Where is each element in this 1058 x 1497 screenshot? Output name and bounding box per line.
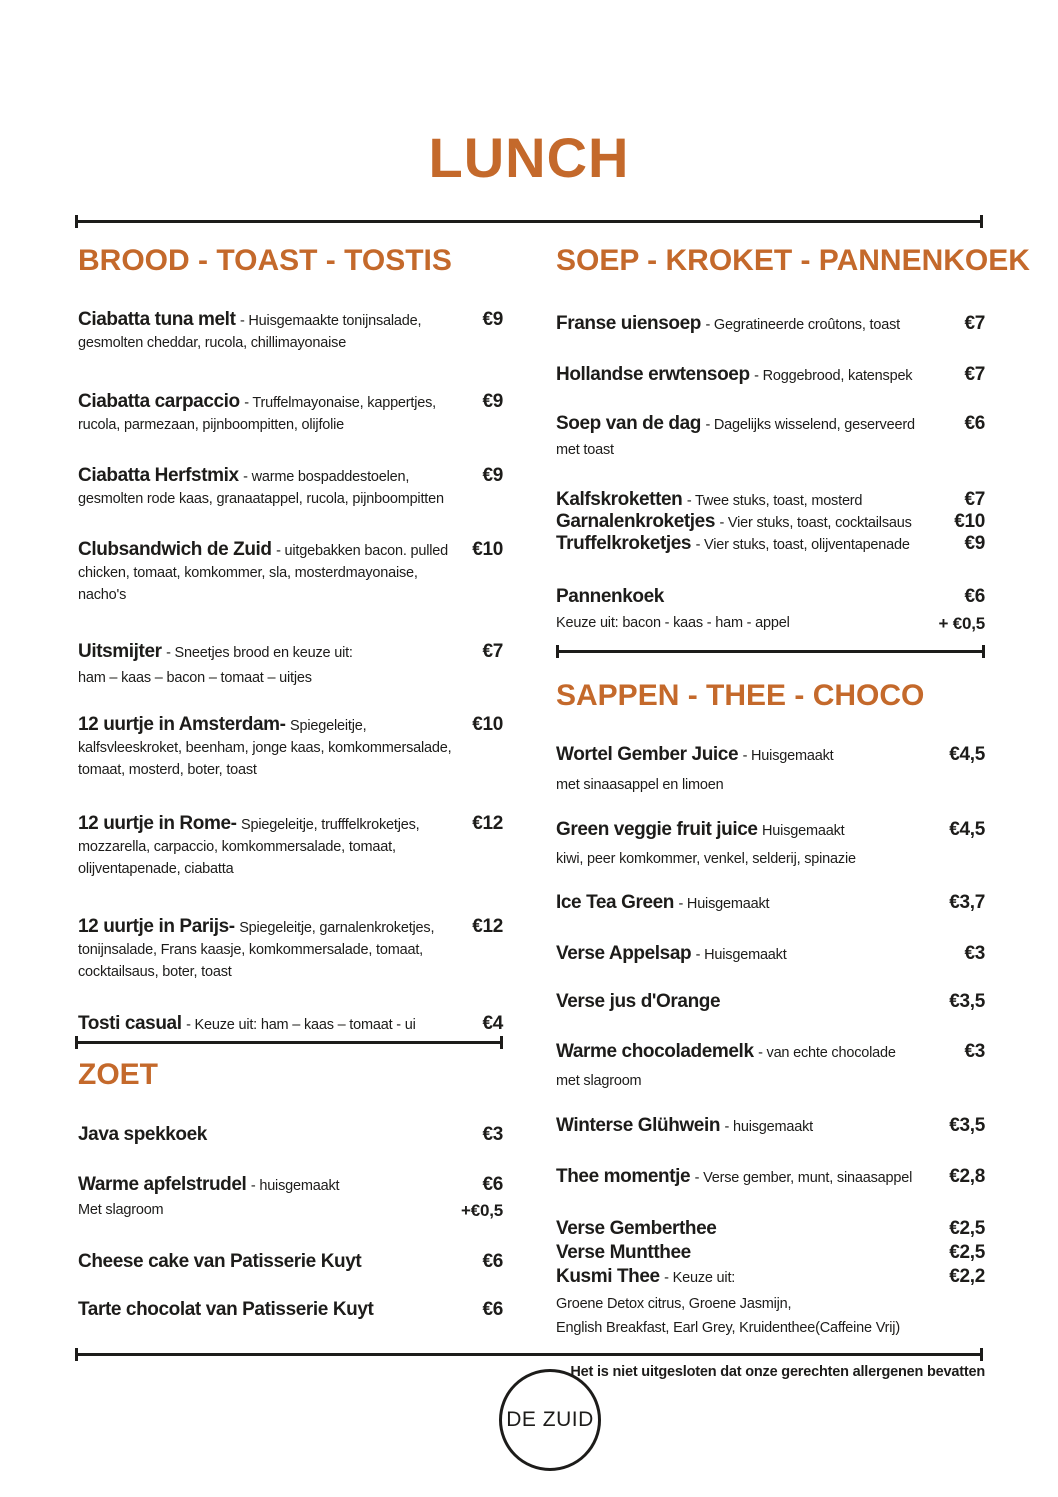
- item-text: [556, 533, 964, 556]
- item-name: Thee momentje: [556, 1166, 691, 1187]
- item-price: €12: [472, 916, 503, 937]
- item-name: Winterse Glühwein: [556, 1115, 721, 1136]
- item-name: Soep van de dag: [556, 413, 701, 434]
- item-name: Ciabatta Herfstmix: [78, 465, 239, 486]
- logo-text: DE ZUID: [506, 1408, 594, 1431]
- item-text: [78, 641, 482, 664]
- item-name: Pannenkoek: [556, 586, 664, 607]
- item-name: Hollandse erwtensoep: [556, 364, 750, 385]
- item-text: [556, 991, 949, 1013]
- item-name: Tosti casual: [78, 1013, 182, 1034]
- item-name: Warme apfelstrudel: [78, 1174, 247, 1195]
- item-name: Ciabatta tuna melt: [78, 309, 236, 330]
- item-verse-muntthee: [556, 1242, 985, 1264]
- item-price: €6: [964, 413, 985, 434]
- allergen-disclaimer: Het is niet uitgesloten dat onze gerechten allergenen bevatten: [570, 1364, 985, 1380]
- item-desc: Spiegeleitje, kalfsvleeskroket, beenham, jonge kaas, komkommersalade, tomaat, mosterd, boter, toast: [78, 718, 452, 778]
- item-name: Truffelkroketjes: [556, 533, 692, 554]
- item-price: €2,2: [949, 1266, 985, 1287]
- item-price: €3: [964, 943, 985, 964]
- item-text: [78, 1174, 482, 1197]
- item-text: [78, 916, 472, 983]
- item-thee-momentje: [556, 1166, 985, 1189]
- item-desc: Spiegeleitje, garnalenkroketjes, tonijnsalade, Frans kaasje, komkommersalade, tomaat, cocktailsaus, boter, toast: [78, 920, 435, 980]
- item-text: [78, 465, 482, 510]
- item-text: [556, 489, 964, 512]
- item-text: [78, 714, 472, 781]
- item-desc: Spiegeleitje, trufffelkroketjes, mozzarella, carpaccio, komkommersalade, tomaat, olijventapenade, ciabatta: [78, 817, 420, 877]
- item-desc: - Vier stuks, toast, cocktailsaus: [719, 515, 912, 531]
- item-tosti-casual: [78, 1013, 503, 1036]
- item-clubsandwich-de-zuid: [78, 539, 503, 606]
- item-name: Ciabatta carpaccio: [78, 391, 240, 412]
- item-desc: - huisgemaakt: [724, 1119, 813, 1135]
- item-12-uurtje-amsterdam: [78, 714, 503, 781]
- item-desc: - Huisgemaakt: [678, 896, 770, 912]
- item-12-uurtje-parijs: [78, 916, 503, 983]
- bottom-divider: [75, 1353, 983, 1356]
- item-name: Verse Appelsap: [556, 943, 692, 964]
- item-warme-apfelstrudel: [78, 1174, 503, 1221]
- section-heading-sappen: SAPPEN - THEE - CHOCO: [556, 679, 925, 712]
- item-kalfskroketten: [556, 489, 985, 512]
- de-zuid-logo: [499, 1369, 601, 1471]
- item-note: met slagroom: [556, 1073, 642, 1089]
- item-note: Keuze uit: bacon - kaas - ham - appel: [556, 615, 790, 631]
- item-price: €4,5: [949, 819, 985, 840]
- item-text: [78, 813, 472, 880]
- item-franse-uiensoep: [556, 313, 985, 336]
- item-text: [78, 1251, 482, 1273]
- item-price: €9: [482, 465, 503, 486]
- item-name: Java spekkoek: [78, 1124, 207, 1145]
- item-text: [78, 1124, 482, 1146]
- item-name: Cheese cake van Patisserie Kuyt: [78, 1251, 362, 1272]
- item-ice-tea-green: [556, 892, 985, 915]
- item-text: [78, 309, 482, 354]
- item-name: Ice Tea Green: [556, 892, 675, 913]
- item-ciabatta-herfstmix: [78, 465, 503, 510]
- item-desc: - Keuze uit: ham – kaas – tomaat - ui: [186, 1017, 416, 1033]
- item-text: [78, 391, 482, 436]
- item-name: Green veggie fruit juice: [556, 819, 758, 840]
- item-note: met sinaasappel en limoen: [556, 777, 724, 793]
- item-verse-appelsap: [556, 943, 985, 966]
- item-pannenkoek: [556, 586, 985, 634]
- item-desc: - Keuze uit:: [664, 1270, 736, 1286]
- item-ciabatta-carpaccio: [78, 391, 503, 436]
- item-text: [556, 313, 964, 336]
- item-note: ham – kaas – bacon – tomaat – uitjes: [78, 670, 312, 686]
- item-name: Wortel Gember Juice: [556, 744, 739, 765]
- item-text: [556, 892, 949, 915]
- item-price: €6: [964, 586, 985, 607]
- item-name: Kalfskroketten: [556, 489, 683, 510]
- item-note: English Breakfast, Earl Grey, Kruidenthee(Caffeine Vrij): [556, 1320, 900, 1336]
- item-price: €10: [472, 714, 503, 735]
- item-name: Verse Muntthee: [556, 1242, 691, 1263]
- item-text: [78, 1013, 482, 1036]
- item-wortel-gember-juice: [556, 744, 985, 796]
- item-price: €3,5: [949, 991, 985, 1012]
- item-price: €10: [954, 511, 985, 532]
- item-name: Warme chocolademelk: [556, 1041, 754, 1062]
- item-price: €7: [964, 313, 985, 334]
- item-price: €12: [472, 813, 503, 834]
- item-note-price: + €0,5: [938, 614, 985, 633]
- item-text: [556, 1166, 949, 1189]
- item-name: Kusmi Thee: [556, 1266, 660, 1287]
- item-name: Verse Gemberthee: [556, 1218, 717, 1239]
- sappen-divider: [556, 650, 985, 653]
- item-note: Groene Detox citrus, Groene Jasmijn,: [556, 1296, 792, 1312]
- item-price: €6: [482, 1299, 503, 1320]
- section-heading-brood: BROOD - TOAST - TOSTIS: [78, 244, 452, 277]
- item-verse-gemberthee: [556, 1218, 985, 1240]
- item-text: [556, 744, 949, 767]
- item-kusmi-thee: [556, 1266, 985, 1339]
- item-text: [556, 1115, 949, 1138]
- item-text: [556, 1266, 949, 1289]
- item-name: Uitsmijter: [78, 641, 162, 662]
- item-price: €7: [482, 641, 503, 662]
- item-price: €3,5: [949, 1115, 985, 1136]
- item-price: €3,7: [949, 892, 985, 913]
- item-price: €9: [482, 309, 503, 330]
- item-ciabatta-tuna-melt: [78, 309, 503, 354]
- item-note: met toast: [556, 442, 614, 458]
- section-heading-soep: SOEP - KROKET - PANNENKOEK: [556, 244, 1030, 277]
- item-verse-jus-d-orange: [556, 991, 985, 1013]
- item-desc: - Gegratineerde croûtons, toast: [705, 317, 900, 333]
- item-price: €3: [482, 1124, 503, 1145]
- item-name: Franse uiensoep: [556, 313, 701, 334]
- top-divider: [75, 220, 983, 223]
- item-desc: - Verse gember, munt, sinaasappel: [694, 1170, 913, 1186]
- item-name: Clubsandwich de Zuid: [78, 539, 272, 560]
- item-price: €7: [964, 489, 985, 510]
- item-price: €6: [482, 1251, 503, 1272]
- item-text: [78, 1299, 482, 1321]
- item-price: €3: [964, 1041, 985, 1062]
- item-desc: - van echte chocolade: [758, 1045, 896, 1061]
- item-cheese-cake: [78, 1251, 503, 1273]
- item-price: €2,5: [949, 1218, 985, 1239]
- item-name: Garnalenkroketjes: [556, 511, 716, 532]
- item-text: [556, 943, 964, 966]
- item-text: [556, 586, 964, 608]
- item-truffelkroketjes: [556, 533, 985, 556]
- zoet-divider: [75, 1041, 503, 1044]
- item-price: €2,5: [949, 1242, 985, 1263]
- item-name: 12 uurtje in Amsterdam-: [78, 714, 286, 735]
- item-garnalenkroketjes: [556, 511, 985, 534]
- item-tarte-chocolat: [78, 1299, 503, 1321]
- item-winterse-gluhwein: [556, 1115, 985, 1138]
- section-heading-zoet: ZOET: [78, 1058, 158, 1091]
- item-desc: - Twee stuks, toast, mosterd: [686, 493, 863, 509]
- item-text: [556, 511, 954, 534]
- item-note-price: +€0,5: [460, 1201, 503, 1220]
- item-hollandse-erwtensoep: [556, 364, 985, 387]
- item-green-veggie-fruit-juice: [556, 819, 985, 870]
- item-price: €2,8: [949, 1166, 985, 1187]
- item-note: kiwi, peer komkommer, venkel, selderij, spinazie: [556, 851, 856, 867]
- page-title: LUNCH: [428, 126, 630, 189]
- item-price: €9: [482, 391, 503, 412]
- item-desc: - uitgebakken bacon. pulled chicken, tomaat, komkommer, sla, mosterdmayonaise, nacho's: [78, 543, 449, 603]
- item-desc: - warme bospaddestoelen, gesmolten rode kaas, granaatappel, rucola, pijnboompitten: [78, 469, 444, 507]
- item-text: [78, 539, 472, 606]
- item-desc: - Huisgemaakte tonijnsalade, gesmolten cheddar, rucola, chillimayonaise: [78, 313, 422, 351]
- item-desc: Huisgemaakt: [762, 823, 845, 839]
- item-note: Met slagroom: [78, 1202, 164, 1218]
- item-price: €6: [482, 1174, 503, 1195]
- item-text: [556, 1218, 949, 1240]
- item-soep-van-de-dag: [556, 413, 985, 461]
- item-text: [556, 413, 964, 436]
- item-desc: - Dagelijks wisselend, geserveerd: [705, 417, 915, 433]
- item-uitsmijter: [78, 641, 503, 689]
- item-desc: - Huisgemaakt: [742, 748, 834, 764]
- item-desc: - Huisgemaakt: [695, 947, 787, 963]
- item-desc: - Roggebrood, katenspek: [754, 368, 913, 384]
- item-name: Verse jus d'Orange: [556, 991, 721, 1012]
- item-text: [556, 819, 949, 842]
- item-name: 12 uurtje in Parijs-: [78, 916, 235, 937]
- item-text: [556, 364, 964, 387]
- item-name: 12 uurtje in Rome-: [78, 813, 237, 834]
- item-text: [556, 1242, 949, 1264]
- item-price: €9: [964, 533, 985, 554]
- item-desc: - Vier stuks, toast, olijventapenade: [695, 537, 910, 553]
- item-desc: - Sneetjes brood en keuze uit:: [166, 645, 353, 661]
- item-price: €10: [472, 539, 503, 560]
- item-price: €7: [964, 364, 985, 385]
- item-desc: - Truffelmayonaise, kappertjes, rucola, parmezaan, pijnboompitten, olijfolie: [78, 395, 437, 433]
- item-java-spekkoek: [78, 1124, 503, 1146]
- item-text: [556, 1041, 964, 1064]
- item-price: €4,5: [949, 744, 985, 765]
- item-warme-chocolademelk: [556, 1041, 985, 1092]
- item-desc: - huisgemaakt: [250, 1178, 340, 1194]
- item-price: €4: [482, 1013, 503, 1034]
- item-12-uurtje-rome: [78, 813, 503, 880]
- item-name: Tarte chocolat van Patisserie Kuyt: [78, 1299, 374, 1320]
